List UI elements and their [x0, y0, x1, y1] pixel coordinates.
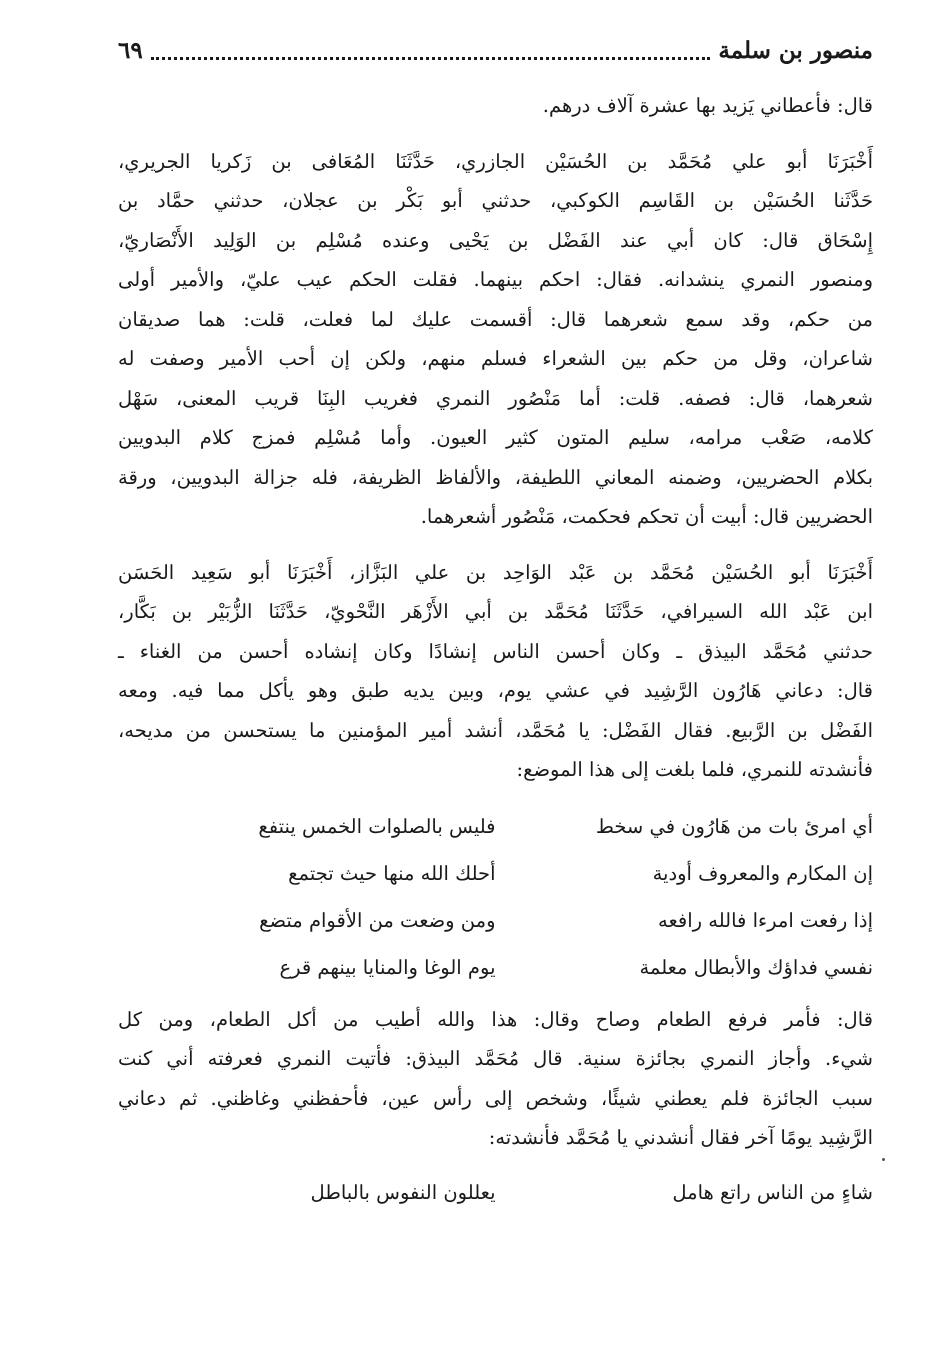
verse-second-hemistich: ومن وضعت من الأقوام متضع [259, 909, 496, 933]
text-line: أَخْبَرَنَا أبو علي مُحَمَّد بن الحُسَيْن الجازري، حَدَّثَنَا المُعَافى بن زَكريا الجريري، [118, 149, 873, 173]
text-line: قال: فأمر فرفع الطعام وصاح وقال: هذا والله أطيب من أكل الطعام، ومن كل [118, 1007, 873, 1031]
poem-2 [118, 1172, 873, 1214]
text-line: ابن عَبْد الله السيرافي، حَدَّثَنَا مُحَمَّد بن أبي الأَزْهَر النَّحْويّ، حَدَّثَنَا الزُّبَيْر بن بَكَّار، [118, 600, 873, 623]
verse-line [118, 945, 873, 992]
text-line: سبب الجائزة فلم يعطني شيئًا، وشخص إلى رأس عين، فأحفظني وغاظني. ثم دعاني [118, 1086, 873, 1110]
paragraph-3 [118, 553, 873, 790]
text-line: قال: دعاني هَارُون الرَّشِيد في عشي يوم، وبين يديه طبق وهو يأكل مما فيه. ومعه [118, 679, 873, 702]
paragraph-1 [118, 86, 873, 126]
page-body [118, 86, 873, 1222]
text-line: من حكم، وقد سمع شعرهما قال: أقسمت عليك لما فعلت، قلت: هما صديقان [118, 307, 873, 331]
verse-first-hemistich: إن المكارم والمعروف أودية [652, 862, 873, 886]
verse-second-hemistich: يوم الوغا والمنايا بينهم قرع [279, 956, 496, 980]
text-line: الحضريين قال: أبيت أن تحكم فحكمت، مَنْصُور أشعرهما. [420, 505, 873, 528]
verse-first-hemistich: شاءٍ من الناس راتع هامل [672, 1180, 873, 1204]
header-title: منصور بن سلمة [718, 36, 873, 64]
verse-line [118, 851, 873, 898]
text-line: كلامه، صَعْب مرامه، سليم المتون كثير العيون. وأما مُسْلِم فمزج كلام البدويين [118, 426, 873, 449]
text-line: أَخْبَرَنَا أبو الحُسَيْن مُحَمَّد بن عَبْد الوَاحِد بن علي البَزَّاز، أَخْبَرَنَا أبو سَعِيد الحَسَن [118, 560, 873, 584]
paragraph-2 [118, 142, 873, 537]
text-line: قال: فأعطاني يَزيد بها عشرة آلاف درهم. [542, 94, 873, 117]
text-line: إِسْحَاق قال: كان أبي عند الفَضْل بن يَحْيى وعنده مُسْلِم بن الوَلِيد الأَنْصَاريّ، [118, 228, 873, 252]
text-line: ومنصور النمري ينشدانه. فقال: احكم بينهما. فقلت الحكم عيب عليّ، والأمير أولى [118, 268, 873, 291]
paragraph-4 [118, 1000, 873, 1158]
text-line: فأنشدته للنمري، فلما بلغت إلى هذا الموضع: [516, 758, 873, 781]
verse-second-hemistich: يعللون النفوس بالباطل [310, 1180, 496, 1204]
running-header [118, 30, 873, 70]
verse-first-hemistich: أي امرئ بات من هَارُون في سخط [595, 815, 873, 839]
verse-line [118, 898, 873, 945]
text-line: شيء. وأجاز النمري بجائزة سنية. قال مُحَمَّد البيذق: فأتيت النمري فعرفته أني كنت [118, 1047, 873, 1070]
text-line: حدثني مُحَمَّد البيذق ـ وكان أحسن الناس إنشادًا وكان إنشاده أحسن من الغناء ـ [118, 639, 873, 663]
verse-line [118, 1172, 873, 1214]
verse-first-hemistich: نفسي فداؤك والأبطال معلمة [639, 956, 873, 980]
text-line: الرَّشِيد يومًا آخر فقال أنشدني يا مُحَمَّد فأنشدته: [488, 1126, 873, 1149]
header-dot-leader [151, 41, 711, 60]
text-line: شعرهما، قال: فصفه. قلت: أما مَنْصُور النمري فغريب البِنَا قريب المعنى، سَهْل [118, 386, 873, 410]
text-line: بكلام الحضريين، وضمنه المعاني اللطيفة، والألفاظ الظريفة، فله جزالة البدويين، ورقة [118, 465, 873, 489]
text-line: الفَضْل بن الرَّبيع. فقال الفَضْل: يا مُحَمَّد، أنشد أمير المؤمنين ما يستحسن من مديحه، [118, 718, 873, 742]
verse-second-hemistich: أحلك الله منها حيث تجتمع [288, 862, 496, 886]
verse-line [118, 804, 873, 851]
poem-1 [118, 804, 873, 992]
verse-first-hemistich: إذا رفعت امرءا فالله رافعه [658, 909, 873, 933]
text-line: حَدَّثَنا الحُسَيْن بن القَاسِم الكوكبي، حدثني أبو بَكْر بن عجلان، حدثني حمَّاد بن [118, 189, 873, 212]
text-line: شاعران، وقل من حكم بين الشعراء فسلم منهم، ولكن إن أحب الأمير وصفت له [118, 347, 873, 370]
verse-second-hemistich: فليس بالصلوات الخمس ينتفع [258, 815, 496, 839]
page-number: ٦٩ [118, 36, 143, 64]
margin-speck [882, 1158, 885, 1161]
